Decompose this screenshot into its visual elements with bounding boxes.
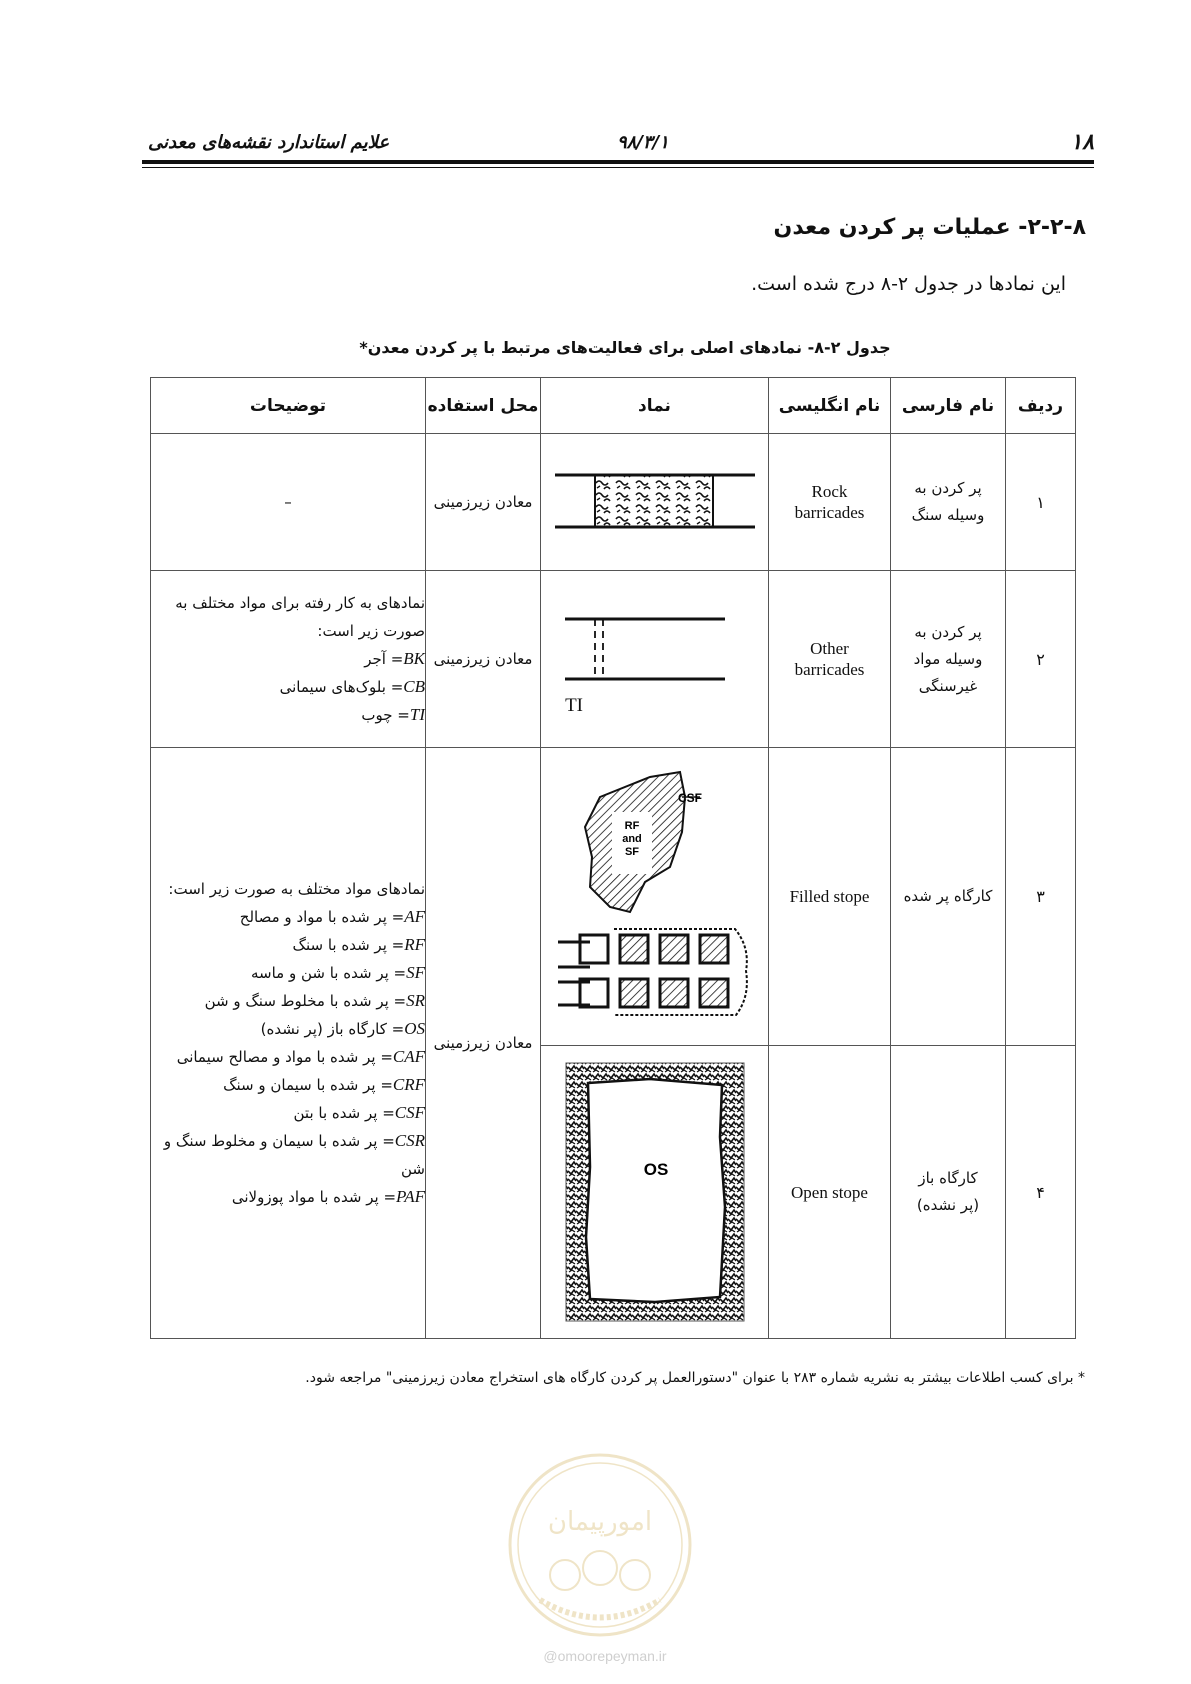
watermark-logo-text: امورپیمان xyxy=(547,1507,653,1537)
persian-name: پر کردن به وسیله سنگ xyxy=(891,434,1006,571)
abbreviation-line: OS= کارگاه باز (پر نشده) xyxy=(260,1019,425,1038)
open-stope-symbol xyxy=(541,1046,769,1339)
place-of-use: معادن زیرزمینی xyxy=(426,571,541,748)
abbreviation-line: CAF= پر شده با مواد و مصالح سیمانی xyxy=(176,1047,425,1066)
symbol-label-and: and xyxy=(621,832,642,845)
place-of-use: معادن زیرزمینی xyxy=(426,748,541,1339)
header-english-name: نام انگلیسی xyxy=(769,378,891,434)
section-intro: این نمادها در جدول ۲-۸ درج شده است. xyxy=(751,273,1066,295)
abbreviation-line: PAF= پر شده با مواد پوزولانی xyxy=(231,1187,425,1206)
row-number: ۲ xyxy=(1006,571,1076,748)
abbreviation-line: BK= آجر xyxy=(364,649,425,668)
row-number: ۱ xyxy=(1006,434,1076,571)
english-name: Open stope xyxy=(769,1046,891,1339)
symbol-label-os: OS xyxy=(643,1160,668,1179)
abbreviation-line: CSF= پر شده با بتن xyxy=(293,1103,425,1122)
symbol-label-rf: RF xyxy=(624,819,639,832)
abbreviation-line: CRF= پر شده با سیمان و سنگ xyxy=(223,1075,425,1094)
table-row xyxy=(151,748,1076,1046)
english-name: Other barricades xyxy=(769,571,891,748)
header-place-of-use: محل استفاده xyxy=(426,378,541,434)
persian-name: کارگاه پر شده xyxy=(891,748,1006,1046)
symbol-label-ti: TI xyxy=(564,695,583,716)
place-of-use: معادن زیرزمینی xyxy=(426,434,541,571)
header-date: ۹۸/۳/۱ xyxy=(617,132,669,153)
footnote: * برای کسب اطلاعات بیشتر به نشریه شماره ۲۸۳ با عنوان "دستورالعمل پر کردن کارگاه های استخراج معادن زیرزمینی" مراجعه شود. xyxy=(305,1370,1085,1386)
abbreviation-line: SF= پر شده با شن و ماسه xyxy=(250,963,425,982)
header-description: توضیحات xyxy=(151,378,426,434)
symbol-label-csf: CSF xyxy=(677,790,702,805)
page-number: ۱۸ xyxy=(1070,130,1094,155)
description: نمادهای مواد مختلف به صورت زیر است: AF= پر شده با مواد و مصالح RF= پر شده با سنگ SF= پر شده با شن و ماسه SR= پر شده با مخلوط سنگ و شن OS= کارگاه باز (پر نشده) CAF= پر شده با مواد و مصالح سیمانی CRF= پر شده با سیمان و سنگ CSF= پر شده با بتن CSR= پر شده با سیمان و مخلوط سنگ و شن PAF= پر شده با مواد پوزولانی xyxy=(151,748,426,1339)
english-name: Filled stope xyxy=(769,748,891,1046)
description: – xyxy=(151,434,426,571)
symbols-table xyxy=(150,377,1076,1339)
watermark-logo xyxy=(505,1450,695,1640)
header-rule-thick xyxy=(142,160,1094,164)
row-number: ۳ xyxy=(1006,748,1076,1046)
abbreviation-line: TI= چوب xyxy=(361,705,425,724)
table-caption: جدول ۲-۸- نمادهای اصلی برای فعالیت‌های مرتبط با پر کردن معدن* xyxy=(359,338,891,357)
abbreviation-line: RF= پر شده با سنگ xyxy=(292,935,425,954)
header-rule-thin xyxy=(142,167,1094,168)
abbreviation-line: CB= بلوک‌های سیمانی xyxy=(279,677,425,696)
row-number: ۴ xyxy=(1006,1046,1076,1339)
table-row xyxy=(151,571,1076,748)
filled-stope-symbol xyxy=(541,748,769,1046)
abbreviation-line: AF= پر شده با مواد و مصالح xyxy=(239,907,425,926)
watermark-url: @omoorepeyman.ir xyxy=(543,1648,667,1664)
english-name: Rock barricades xyxy=(769,434,891,571)
header-row-number: ردیف xyxy=(1006,378,1076,434)
symbol-label-sf: SF xyxy=(624,845,639,858)
persian-name: کارگاه باز (پر نشده) xyxy=(891,1046,1006,1339)
table-header-row xyxy=(151,378,1076,434)
page-header xyxy=(142,120,1094,170)
abbreviation-line: CSR= پر شده با سیمان و مخلوط سنگ و شن xyxy=(163,1131,425,1178)
header-symbol: نماد xyxy=(541,378,769,434)
rock-barricade-symbol xyxy=(541,434,769,571)
abbreviation-line: SR= پر شده با مخلوط سنگ و شن xyxy=(204,991,425,1010)
description: نمادهای به کار رفته برای مواد مختلف به صورت زیر است: BK= آجر CB= بلوک‌های سیمانی TI= چوب xyxy=(151,571,426,748)
header-title: علایم استاندارد نقشه‌های معدنی xyxy=(148,132,390,153)
other-barricade-symbol xyxy=(541,571,769,748)
table-row xyxy=(151,434,1076,571)
persian-name: پر کردن به وسیله مواد غیرسنگی xyxy=(891,571,1006,748)
section-heading: ۲-۲-۸- عملیات پر کردن معدن xyxy=(773,215,1086,240)
header-persian-name: نام فارسی xyxy=(891,378,1006,434)
